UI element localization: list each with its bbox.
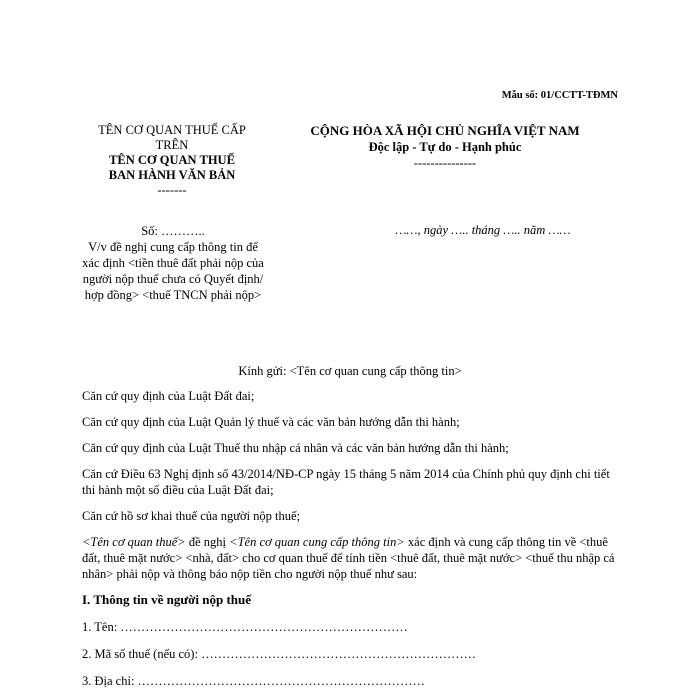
document-body xyxy=(82,388,622,700)
basis-paragraph: Căn cứ quy định của Luật Đất đai; xyxy=(82,389,255,403)
superior-agency: TÊN CƠ QUAN THUẾ CẤP TRÊN xyxy=(98,123,246,152)
field-tax-code: 2. Mã số thuế (nếu có): ………………………………………………………… xyxy=(82,647,477,661)
basis-paragraph: Căn cứ quy định của Luật Quản lý thuế và các văn bản hướng dẫn thi hành; xyxy=(82,415,460,429)
agency-block xyxy=(82,123,262,198)
form-code: Mẫu số: 01/CCTT-TĐMN xyxy=(501,90,618,101)
nation-block xyxy=(272,123,618,171)
request-text-1: đề nghị xyxy=(185,535,230,549)
basis-paragraph: Căn cứ Điều 63 Nghị định số 43/2014/NĐ-CP ngày 15 tháng 5 năm 2014 của Chính phủ quy định chi tiết thi hành một số điều của Luật Đất đai; xyxy=(82,467,610,497)
tax-agency-placeholder: <Tên cơ quan thuế> xyxy=(82,535,186,549)
issuing-agency-line1: TÊN CƠ QUAN THUẾ xyxy=(109,153,235,167)
field-name: 1. Tên: …………………………………………………………… xyxy=(82,620,408,634)
nation-motto: Độc lập - Tự do - Hạnh phúc xyxy=(368,140,522,154)
recipient-line: Kính gửi: <Tên cơ quan cung cấp thông tin> xyxy=(238,364,462,378)
provider-placeholder: <Tên cơ quan cung cấp thông tin> xyxy=(229,535,405,549)
agency-separator: ------- xyxy=(157,183,187,197)
date-line: ……, ngày ….. tháng ….. năm …… xyxy=(395,223,571,237)
section-1-title: I. Thông tin về người nộp thuế xyxy=(82,592,252,607)
request-text-2: xác định và cung cấp thông tin về <thuê đất, thuê mặt nước> <nhà, đất> cho cơ quan thuế để tính tiền <thuê đất, thuê mặt nước> <thuế thu nhập cá nhân> phải nộp và thông báo nộp tiền cho người nộp thuế như sau: xyxy=(82,535,615,581)
document-number: Số: ……….. xyxy=(141,224,205,238)
request-paragraph xyxy=(82,534,622,582)
basis-paragraph: Căn cứ quy định của Luật Thuế thu nhập cá nhân và các văn bản hướng dẫn thi hành; xyxy=(82,441,509,455)
basis-paragraph: Căn cứ hồ sơ khai thuế của người nộp thuế; xyxy=(82,509,301,523)
issuing-agency-line2: BAN HÀNH VĂN BẢN xyxy=(108,168,236,182)
field-address: 3. Địa chỉ: …………………………………………………………… xyxy=(82,674,426,688)
reference-block xyxy=(80,223,266,303)
nation-title: CỘNG HÒA XÃ HỘI CHỦ NGHĨA VIỆT NAM xyxy=(310,123,580,138)
nation-separator: --------------- xyxy=(413,156,477,170)
document-subject: V/v đề nghị cung cấp thông tin để xác định <tiền thuê đất phải nộp của người nộp thuế chưa có Quyết định/ hợp đồng> <thuế TNCN phải nộp> xyxy=(82,240,264,302)
